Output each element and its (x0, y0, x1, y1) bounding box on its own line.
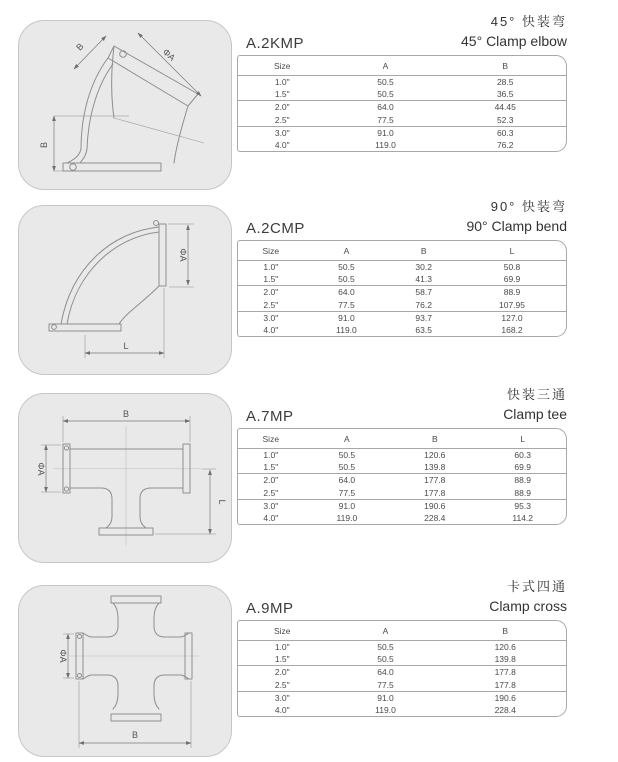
table-cell: 50.5 (377, 77, 394, 87)
cross-diagram (19, 586, 233, 758)
table-cell: 139.8 (390, 461, 479, 474)
table-cell: 1.0" (274, 642, 290, 652)
table-row (238, 666, 566, 679)
column-header: L (479, 429, 566, 449)
table-cell: 50.5 (304, 273, 390, 286)
table-body (238, 76, 566, 152)
table-cell: 77.5 (327, 679, 445, 692)
section-content (237, 199, 567, 337)
table-cell: 91.0 (338, 312, 355, 323)
dim-label-b: B (39, 141, 49, 149)
table-cell: 77.5 (327, 114, 445, 127)
table-row (238, 474, 566, 487)
dimension-table (237, 55, 567, 152)
title-english: Clamp tee (503, 406, 567, 422)
table-cell: 50.5 (327, 653, 445, 666)
table-cell: 50.5 (377, 642, 394, 652)
drawing-panel (18, 585, 232, 757)
table-cell: 88.9 (503, 287, 521, 298)
table-row (238, 704, 566, 716)
table-cell: 2.5" (238, 487, 304, 500)
column-header: Size (238, 241, 304, 261)
table-row (238, 449, 566, 462)
table-cell: 93.7 (415, 312, 432, 323)
table-cell: 119.0 (336, 513, 358, 524)
product-code: A.2CMP (246, 220, 305, 237)
table-cell: 4.0" (274, 140, 290, 151)
dim-label-b: B (131, 730, 139, 740)
section-header (237, 579, 567, 620)
table-cell: 64.0 (377, 667, 394, 678)
table-cell: 127.0 (501, 312, 523, 323)
header-row (238, 56, 566, 76)
column-header: B (444, 621, 566, 641)
tee-diagram (19, 394, 233, 564)
header-row (238, 429, 566, 449)
table-head (238, 429, 566, 449)
header-row (238, 621, 566, 641)
table-row (238, 88, 566, 101)
table-cell: 77.5 (304, 299, 390, 312)
header-row (238, 241, 566, 261)
table-cell: 69.9 (479, 461, 566, 474)
table-row (238, 324, 566, 336)
column-header: B (389, 241, 458, 261)
dimensions (85, 224, 194, 358)
table-row (238, 114, 566, 127)
table-row (238, 126, 566, 139)
title-chinese: 45° 快装弯 (490, 14, 567, 29)
table-cell: 52.3 (444, 114, 566, 127)
table-cell: 119.0 (375, 705, 396, 716)
table-row (238, 101, 566, 114)
table-cell: 44.45 (494, 102, 516, 113)
column-header: A (327, 621, 445, 641)
section-tee (0, 387, 618, 571)
table-cell: 177.8 (390, 487, 479, 500)
dim-label-b: B (74, 41, 86, 53)
table-cell: 64.0 (338, 287, 355, 298)
dimension-table (237, 428, 567, 525)
table-body (238, 261, 566, 337)
table-cell: 1.0" (263, 450, 279, 460)
table-cell: 58.7 (415, 287, 432, 298)
drawing-panel (18, 20, 232, 190)
column-header: B (444, 56, 566, 76)
table-row (238, 311, 566, 324)
dim-label-phi-a: ΦA (58, 649, 68, 663)
title-chinese: 90° 快装弯 (490, 199, 567, 214)
table-cell: 114.2 (512, 513, 534, 524)
column-header: B (390, 429, 479, 449)
table-cell: 139.8 (444, 653, 566, 666)
column-header: Size (238, 621, 327, 641)
column-header: Size (238, 56, 327, 76)
elbow-45-diagram (19, 21, 233, 191)
table-cell: 36.5 (444, 88, 566, 101)
product-code: A.9MP (246, 600, 294, 617)
table-cell: 190.6 (424, 500, 446, 511)
section-cross (0, 579, 618, 762)
fitting-outline (49, 221, 166, 332)
table-row (238, 487, 566, 500)
table-cell: 50.5 (304, 461, 391, 474)
table-cell: 50.8 (503, 262, 521, 272)
section-header (237, 14, 567, 55)
table-row (238, 691, 566, 704)
table-cell: 119.0 (336, 325, 357, 336)
table-cell: 190.6 (494, 692, 516, 703)
table-cell: 4.0" (263, 325, 279, 336)
table-cell: 177.8 (424, 475, 446, 486)
table-cell: 177.8 (494, 667, 516, 678)
title-chinese: 卡式四通 (506, 579, 567, 594)
table-row (238, 286, 566, 299)
table-cell: 1.5" (238, 88, 327, 101)
table-cell: 69.9 (458, 273, 566, 286)
table-cell: 2.0" (263, 475, 279, 486)
table-cell: 88.9 (479, 487, 566, 500)
table-cell: 76.2 (496, 140, 514, 151)
title-english: 45° Clamp elbow (461, 33, 567, 49)
section-content (237, 14, 567, 152)
fitting-outline (76, 596, 192, 721)
dimensions (58, 634, 191, 748)
title-english: Clamp cross (489, 598, 567, 614)
column-header: L (458, 241, 566, 261)
table-cell: 76.2 (389, 299, 458, 312)
table-cell: 177.8 (444, 679, 566, 692)
dim-label-b: B (122, 409, 130, 419)
table-cell: 91.0 (377, 692, 394, 703)
table-row (238, 76, 566, 89)
column-header: A (304, 241, 390, 261)
table-row (238, 653, 566, 666)
column-header: Size (238, 429, 304, 449)
table-row (238, 461, 566, 474)
title-english: 90° Clamp bend (466, 218, 567, 234)
table-cell: 3.0" (263, 312, 279, 323)
section-header (237, 387, 567, 428)
table-cell: 2.5" (238, 114, 327, 127)
dim-label-phi-a: ΦA (178, 248, 188, 262)
column-header: A (327, 56, 445, 76)
table-cell: 228.4 (494, 705, 516, 716)
fitting-outline (63, 444, 190, 535)
table-row (238, 641, 566, 654)
table-cell: 3.0" (274, 692, 290, 703)
dim-label-phi-a: ΦA (160, 46, 178, 63)
table-cell: 50.5 (338, 262, 355, 272)
table-row (238, 512, 566, 524)
table-cell: 64.0 (377, 102, 394, 113)
table-cell: 2.5" (238, 299, 304, 312)
table-cell: 4.0" (263, 513, 279, 524)
table-cell: 63.5 (415, 325, 432, 336)
dim-label-l: L (217, 499, 227, 505)
dimension-table (237, 240, 567, 337)
table-cell: 1.0" (274, 77, 290, 87)
table-cell: 168.2 (501, 325, 523, 336)
table-cell: 60.3 (496, 127, 514, 138)
table-cell: 50.5 (327, 88, 445, 101)
table-cell: 1.5" (238, 273, 304, 286)
table-cell: 3.0" (274, 127, 290, 138)
table-row (238, 679, 566, 692)
table-cell: 2.0" (274, 667, 290, 678)
table-row (238, 499, 566, 512)
table-cell: 95.3 (514, 500, 531, 511)
dim-label-l: L (123, 341, 129, 351)
table-cell: 88.9 (514, 475, 531, 486)
table-row (238, 261, 566, 274)
section-header (237, 199, 567, 240)
table-cell: 228.4 (424, 513, 446, 524)
table-cell: 28.5 (496, 77, 514, 87)
dim-label-phi-a: ΦA (36, 462, 46, 476)
title-chinese: 快装三通 (506, 387, 567, 402)
table-cell: 91.0 (377, 127, 394, 138)
fitting-outline (63, 46, 198, 171)
table-cell: 4.0" (274, 705, 290, 716)
table-row (238, 299, 566, 312)
column-header: A (304, 429, 391, 449)
port-centerline (114, 118, 204, 143)
table-cell: 50.5 (338, 450, 356, 460)
drawing-panel (18, 393, 232, 563)
bend-90-diagram (19, 206, 233, 376)
table-cell: 120.6 (424, 450, 446, 460)
product-code: A.7MP (246, 408, 294, 425)
table-cell: 91.0 (338, 500, 356, 511)
table-cell: 120.6 (494, 642, 516, 652)
section-90-bend (0, 199, 618, 383)
table-cell: 30.2 (415, 262, 432, 272)
table-cell: 1.5" (238, 461, 304, 474)
dimensions (36, 409, 227, 534)
table-cell: 64.0 (338, 475, 356, 486)
table-cell: 60.3 (514, 450, 531, 460)
section-content (237, 579, 567, 717)
table-cell: 1.0" (263, 262, 279, 272)
table-cell: 41.3 (389, 273, 458, 286)
table-row (238, 139, 566, 151)
dimension-table (237, 620, 567, 717)
table-head (238, 56, 566, 76)
table-cell: 2.0" (263, 287, 279, 298)
section-45-elbow (0, 14, 618, 198)
table-cell: 119.0 (375, 140, 396, 151)
table-cell: 77.5 (304, 487, 391, 500)
table-cell: 1.5" (238, 653, 327, 666)
table-cell: 2.5" (238, 679, 327, 692)
table-cell: 2.0" (274, 102, 290, 113)
product-code: A.2KMP (246, 35, 305, 52)
drawing-panel (18, 205, 232, 375)
table-head (238, 241, 566, 261)
section-content (237, 387, 567, 525)
table-body (238, 641, 566, 717)
table-head (238, 621, 566, 641)
table-body (238, 449, 566, 525)
table-cell: 107.95 (458, 299, 566, 312)
table-row (238, 273, 566, 286)
table-cell: 3.0" (263, 500, 279, 511)
